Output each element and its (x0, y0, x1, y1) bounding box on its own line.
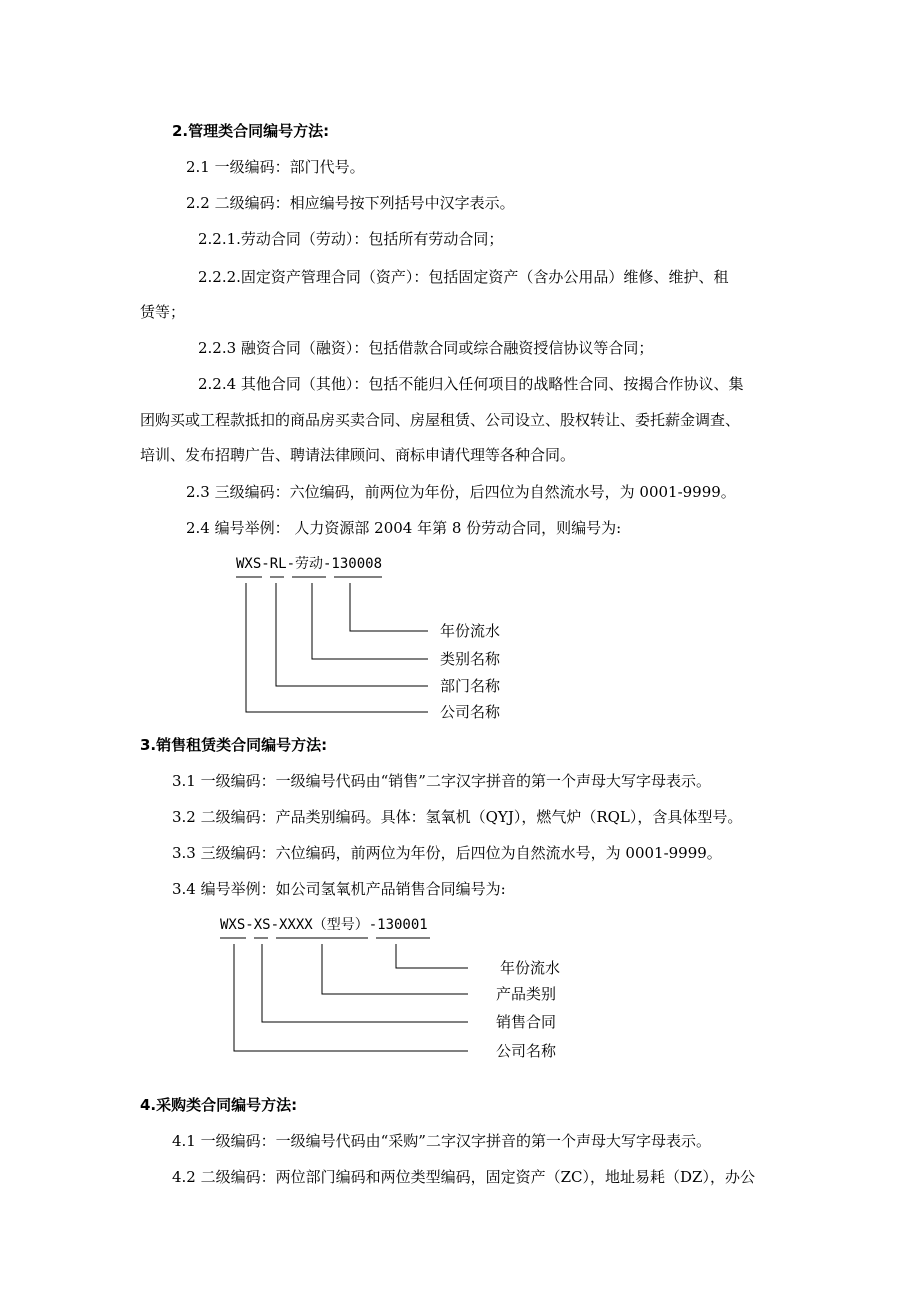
paragraph-3-4: 3.4 编号举例：如公司氢氧机产品销售合同编号为: (172, 880, 506, 898)
paragraph-2-2-2-cont: 赁等； (140, 303, 186, 321)
leader-product (322, 944, 468, 994)
paragraph-2-2-3: 2.2.3 融资合同（融资）：包括借款合同或综合融资授信协议等合同； (198, 339, 654, 357)
label-department-1: 部门名称 (440, 677, 501, 695)
leader-serial-2 (396, 944, 468, 968)
leader-sales (262, 944, 468, 1022)
leader-company-2 (234, 944, 468, 1051)
paragraph-2-1: 2.1 一级编码：部门代号。 (186, 158, 365, 176)
example-code-2: WXS-XS-XXXX（型号）-130001 (220, 917, 428, 933)
paragraph-2-4: 2.4 编号举例： 人力资源部 2004 年第 8 份劳动合同，则编号为: (186, 519, 622, 537)
paragraph-2-2: 2.2 二级编码：相应编号按下列括号中汉字表示。 (186, 194, 515, 212)
label-year-serial-2: 年份流水 (500, 959, 561, 977)
paragraph-3-2: 3.2 二级编码：产品类别编码。具体：氢氧机（QYJ），燃气炉（RQL），含具体型号。 (172, 808, 743, 826)
section-2-heading: 2.管理类合同编号方法: (172, 122, 330, 140)
example-code-1: WXS-RL-劳动-130008 (236, 556, 383, 572)
paragraph-3-3: 3.3 三级编码：六位编码，前两位为年份，后四位为自然流水号，为 0001-9999。 (172, 844, 722, 862)
paragraph-4-1: 4.1 一级编码：一级编号代码由“采购”二字汉字拼音的第一个声母大写字母表示。 (172, 1132, 711, 1150)
section-4-heading: 4.采购类合同编号方法: (140, 1096, 298, 1114)
paragraph-4-2: 4.2 二级编码：两位部门编码和两位类型编码，固定资产（ZC），地址易耗（DZ），办公 (172, 1168, 755, 1186)
paragraph-2-2-4: 2.2.4 其他合同（其他）：包括不能归入任何项目的战略性合同、按揭合作协议、集 (198, 375, 744, 393)
label-product-category: 产品类别 (496, 985, 557, 1003)
section-3-heading: 3.销售租赁类合同编号方法: (140, 736, 328, 754)
label-company-1: 公司名称 (440, 703, 501, 721)
paragraph-2-2-4-cont-2: 培训、发布招聘广告、聘请法律顾问、商标申请代理等各种合同。 (140, 446, 576, 464)
label-sales-contract: 销售合同 (496, 1013, 557, 1031)
paragraph-2-2-4-cont-1: 团购买或工程款抵扣的商品房买卖合同、房屋租赁、公司设立、股权转让、委托薪金调查、 (140, 411, 741, 429)
paragraph-2-2-2: 2.2.2.固定资产管理合同（资产）：包括固定资产（含办公用品）维修、维护、租 (198, 268, 729, 286)
label-year-serial-1: 年份流水 (440, 622, 501, 640)
paragraph-3-1: 3.1 一级编码：一级编号代码由“销售”二字汉字拼音的第一个声母大写字母表示。 (172, 772, 711, 790)
label-category-1: 类别名称 (440, 650, 501, 668)
label-company-2: 公司名称 (496, 1042, 557, 1060)
paragraph-2-2-1: 2.2.1.劳动合同（劳动）：包括所有劳动合同； (198, 230, 504, 248)
paragraph-2-3: 2.3 三级编码：六位编码，前两位为年份，后四位为自然流水号，为 0001-9999。 (186, 483, 736, 501)
